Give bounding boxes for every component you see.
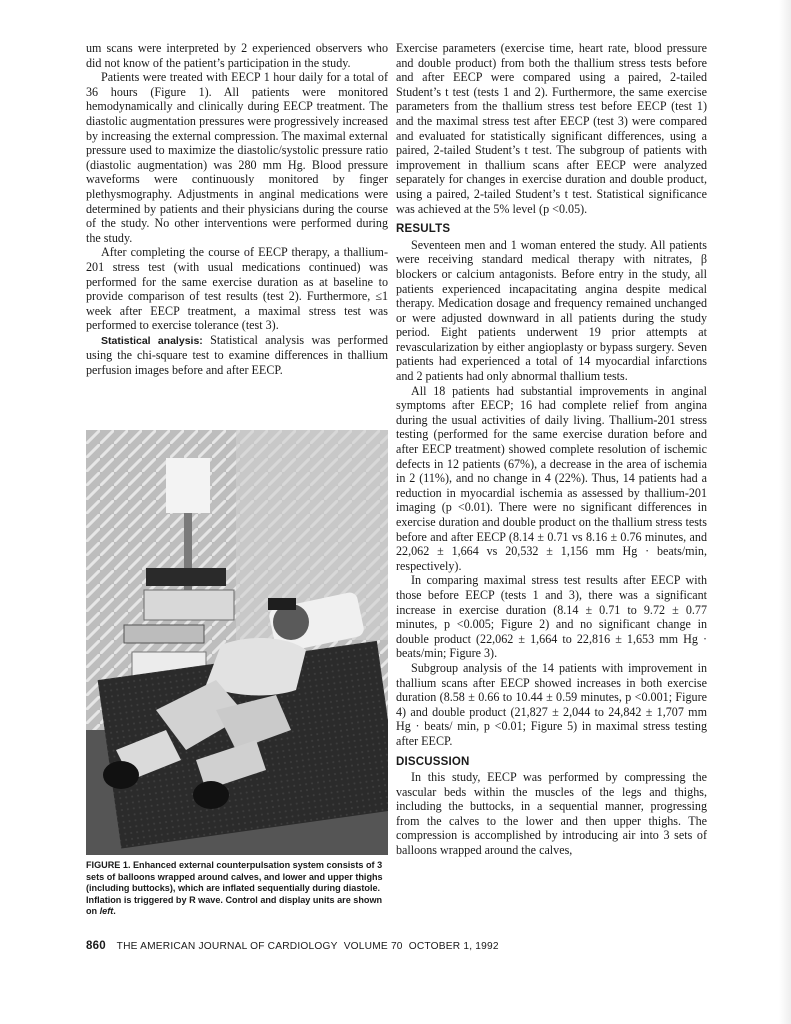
page-number: 860 <box>86 940 106 952</box>
caption-italic: left <box>99 906 114 917</box>
paragraph: um scans were interpreted by 2 experienced observers who did not know of the patient’s participation in the study. <box>86 41 388 70</box>
journal-volume: VOLUME 70 <box>343 941 403 952</box>
caption-end: . <box>113 906 116 917</box>
page-edge-shadow <box>779 0 791 1024</box>
left-column <box>86 41 388 378</box>
run-in-heading: Statistical analysis: <box>101 334 203 347</box>
paragraph: After completing the course of EECP therapy, a thallium-201 stress test (with usual medications continued) was performed for the same exercise duration as at baseline to provide comparison of test results (test 2). Furthermore, ≤1 week after EECP treatment, a maximal stress test was performed to exercise tolerance (test 3). <box>86 245 388 333</box>
paragraph: Exercise parameters (exercise time, heart rate, blood pressure and double product) from both the thallium stress tests before and after EECP were compared using a paired, 2-tailed Student’s t test (tests 1 and 2). Furthermore, the same exercise parameters from the thallium stress test before EECP (test 1) and the maximal stress test after EECP (test 3) were compared and evaluated for statistically significant differences, using a paired, 2-tailed Student’s t test. The subgroup of patients with improvement in thallium scans after EECP were analyzed separately for changes in exercise duration and double product, using a paired, 2-tailed Student’s t test. Statistical significance was achieved at the 5% level (p <0.05). <box>396 41 707 216</box>
paragraph: In this study, EECP was performed by compressing the vascular beds within the muscles of the legs and thighs, including the buttocks, in a sequential manner, progressing from the calves to the lower and then upper thighs. The compression is accomplished by introducing air into 3 sets of balloons wrapped around the calves, <box>396 770 707 858</box>
figure-1-photo <box>86 430 388 855</box>
page-footer <box>86 940 706 952</box>
paragraph-text: Statistical analysis was performed using the chi-square test to examine differences in thallium perfusion images before and after EECP. <box>86 332 388 378</box>
journal-date: OCTOBER 1, 1992 <box>408 941 499 952</box>
journal-name: THE AMERICAN JOURNAL OF CARDIOLOGY <box>116 941 338 952</box>
paragraph: Seventeen men and 1 woman entered the study. All patients were receiving standard medical therapy with nitrates, β blockers or calcium antagonists. Before entry in the study, all patients experienced incapacitating angina despite medical therapy. Medication dosage and frequency remained unchanged or were adjusted downward in all patients during the study period. Eight patients underwent 19 prior attempts at revascularization by either angioplasty or bypass surgery. Seven patients had experienced a total of 14 myocardial infarctions and 2 patients had only abnormal thallium tests. <box>396 237 707 384</box>
paragraph: Patients were treated with EECP 1 hour daily for a total of 36 hours (Figure 1). All patients were monitored hemodynamically and clinically during EECP treatment. The diastolic augmentation pressures were progressively increased by increasing the external compression. The maximal external pressure used to maximize the diastolic/systolic pressure ratio (diastolic augmentation) was 280 mm Hg. Blood pressure waveforms were continuously monitored by finger plethysmography. Adjustments in anginal medications were determined by patients and their physicians during the course of the study. No other interventions were performed during the study. <box>86 70 388 245</box>
paragraph: Subgroup analysis of the 14 patients with improvement in thallium scans after EECP showed increases in both exercise duration (8.58 ± 0.66 to 10.44 ± 0.59 minutes, p <0.001; Figure 4) and double product (21,827 ± 2,044 to 24,842 ± 1,707 mm Hg · beats/ min, p <0.01; Figure 5) in maximal stress testing after EECP. <box>396 660 707 748</box>
paragraph: In comparing maximal stress test results after EECP with those before EECP (tests 1 and 3), there was a significant increase in exercise duration (8.14 ± 0.71 to 9.72 ± 0.77 minutes, p <0.005; Figure 2) and no significant change in double product (22,062 ± 1,664 to 22,816 ± 1,653 mm Hg · beats/min; Figure 3). <box>396 573 707 661</box>
section-heading-results: RESULTS <box>396 223 451 236</box>
paragraph: All 18 patients had substantial improvements in anginal symptoms after EECP; 16 had complete relief from angina during the usual activities of daily living. Thallium-201 stress testing (performed for the same exercise duration before and after EECP treatment) showed complete resolution of ischemic defects in 12 patients (67%), a decrease in the area of ischemia in 2 (11%), and no change in 4 (22%). Thus, 14 patients had a reduction in myocardial ischemia as assessed by thallium-201 imaging (p <0.01). There were no significant differences in exercise duration and double product on the thallium stress tests before and after EECP (8.14 ± 0.71 vs 8.16 ± 0.76 minutes, and 22,062 ± 1,664 vs 20,532 ± 1,156 mm Hg · beats/min, respectively). <box>396 383 707 573</box>
caption-label: FIGURE 1. <box>86 860 131 870</box>
figure-caption <box>86 860 384 918</box>
paragraph <box>86 333 388 378</box>
right-column <box>396 41 707 858</box>
section-heading-discussion: DISCUSSION <box>396 755 470 768</box>
caption-text: Enhanced external counterpulsation system consists of 3 sets of balloons wrapped around calves, and lower and upper thighs (including buttocks), which are inflated sequentially during diastole. Inflation is triggered by R wave. Control and display units are shown on <box>86 860 383 917</box>
eecp-photo-illustration <box>86 430 388 855</box>
